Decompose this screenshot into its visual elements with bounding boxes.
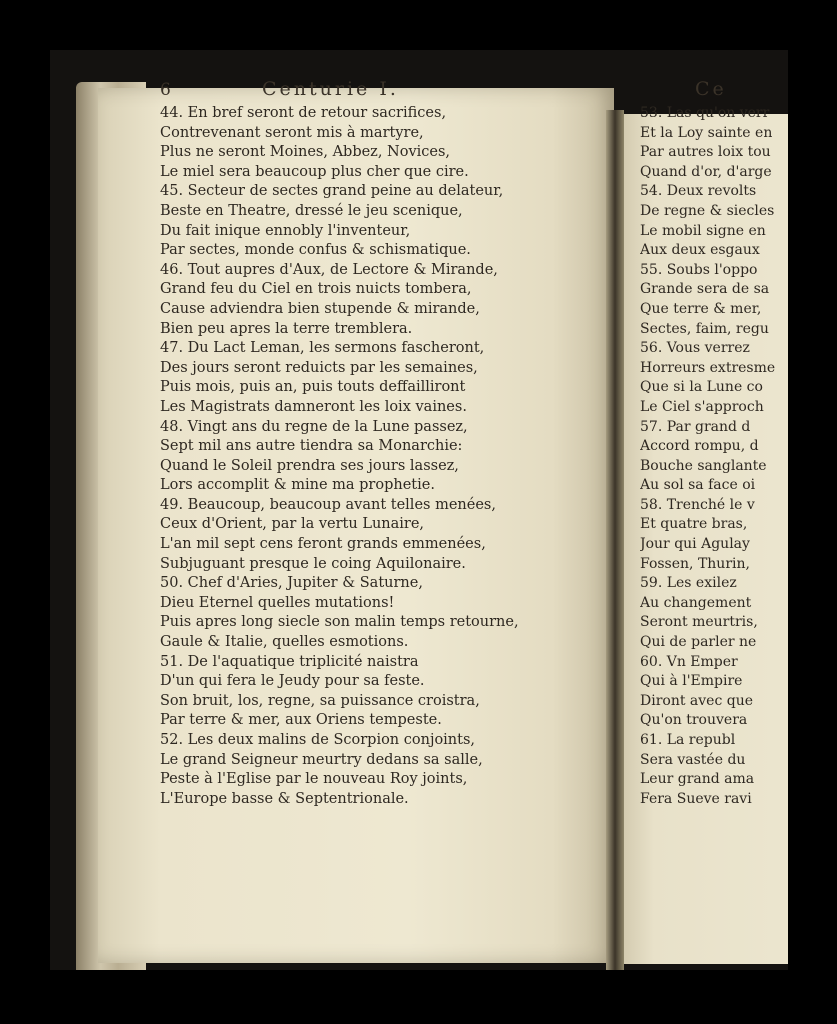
verse-line: 44. En bref seront de retour sacrifices, xyxy=(160,105,447,121)
verse-line: Lors accomplit & mine ma prophetie. xyxy=(160,477,435,494)
verse-line: 61. La republ xyxy=(640,732,736,748)
verse-line: Qu'on trouvera xyxy=(640,712,748,729)
verse-line: Le miel sera beaucoup plus cher que cire. xyxy=(160,163,469,180)
verse-line: 54. Deux revolts xyxy=(640,183,757,200)
verse-line: Au changement xyxy=(640,594,752,611)
verse-line: Et quatre bras, xyxy=(640,516,748,533)
verse-line: Jour qui Agulay xyxy=(640,536,750,553)
verse-line: 58. Trenché le v xyxy=(640,496,755,513)
left-page-text xyxy=(160,104,560,809)
verse-line: Gaule & Italie, quelles esmotions. xyxy=(160,634,409,651)
running-head-left: Centurie I. xyxy=(262,78,399,100)
verse-line: 57. Par grand d xyxy=(640,418,751,435)
verse-line: Du fait inique ennobly l'inventeur, xyxy=(160,222,411,239)
verse-line: Sept mil ans autre tiendra sa Monarchie: xyxy=(160,438,463,455)
verse-line: Quand d'or, d'arge xyxy=(640,163,772,180)
verse-line: Beste en Theatre, dressé le jeu scenique, xyxy=(160,202,463,219)
verse-line: L'Europe basse & Septentrionale. xyxy=(160,790,409,807)
verse-line: Au sol sa face oi xyxy=(640,477,756,494)
verse-line: Subjuguant presque le coing Aquilonaire. xyxy=(160,555,466,572)
verse-line: 46. Tout aupres d'Aux, de Lectore & Mirande, xyxy=(160,261,498,278)
verse-line: 47. Du Lact Leman, les sermons fascheront, xyxy=(160,340,485,357)
verse-line: 50. Chef d'Aries, Jupiter & Saturne, xyxy=(160,575,423,592)
verse-line: Qui de parler ne xyxy=(640,634,757,651)
verse-line: D'un qui fera le Jeudy pour sa feste. xyxy=(160,673,425,690)
verse-line: Les Magistrats damneront les loix vaines. xyxy=(160,398,467,415)
verse-line: De regne & siecles xyxy=(640,202,775,219)
verse-line: Sera vastée du xyxy=(640,751,746,768)
verse-line: 60. Vn Emper xyxy=(640,653,738,670)
verse-line: Sectes, faim, regu xyxy=(640,320,769,337)
verse-line: Accord rompu, d xyxy=(640,438,759,455)
verse-line: Par autres loix tou xyxy=(640,144,771,161)
verse-line: 56. Vous verrez xyxy=(640,340,750,357)
verse-line: L'an mil sept cens feront grands emmenées, xyxy=(160,536,486,553)
verse-line: Puis mois, puis an, puis touts deffailliront xyxy=(160,379,466,396)
verse-line: Dieu Eternel quelles mutations! xyxy=(160,594,395,611)
verse-line: Le mobil signe en xyxy=(640,222,766,239)
verse-line: Grand feu du Ciel en trois nuicts tombera, xyxy=(160,281,472,298)
verse-line: Fera Sueve ravi xyxy=(640,790,752,807)
verse-line: 55. Soubs l'oppo xyxy=(640,261,758,278)
verse-line: Des jours seront reduicts par les semaines, xyxy=(160,359,478,376)
verse-line: Seront meurtris, xyxy=(640,614,758,631)
verse-line: Par terre & mer, aux Oriens tempeste. xyxy=(160,712,442,729)
verse-line: Fossen, Thurin, xyxy=(640,555,750,572)
verse-line: Le grand Seigneur meurtry dedans sa salle, xyxy=(160,751,483,768)
verse-line: Grande sera de sa xyxy=(640,281,770,298)
verse-line: Ceux d'Orient, par la vertu Lunaire, xyxy=(160,516,425,533)
verse-line: Son bruit, los, regne, sa puissance croistra, xyxy=(160,692,480,709)
verse-line: 53. Las qu'on verr xyxy=(640,105,770,121)
verse-line: 49. Beaucoup, beaucoup avant telles menées, xyxy=(160,496,496,513)
verse-line: Diront avec que xyxy=(640,692,754,709)
page-number: 6 xyxy=(160,80,171,100)
verse-line: 48. Vingt ans du regne de la Lune passez, xyxy=(160,418,468,435)
right-page-text xyxy=(640,104,790,809)
verse-line: Qui à l'Empire xyxy=(640,673,743,690)
verse-line: Quand le Soleil prendra ses jours lassez, xyxy=(160,457,459,474)
verse-line: Cause adviendra bien stupende & mirande, xyxy=(160,300,480,317)
verse-line: 45. Secteur de sectes grand peine au delateur, xyxy=(160,183,504,200)
verse-line: Que terre & mer, xyxy=(640,300,762,317)
verse-line: Puis apres long siecle son malin temps retourne, xyxy=(160,614,519,631)
book-gutter xyxy=(606,110,624,970)
verse-line: Aux deux esgaux xyxy=(640,242,760,259)
verse-line: Et la Loy sainte en xyxy=(640,124,773,141)
verse-line: Leur grand ama xyxy=(640,771,755,788)
verse-line: Bouche sanglante xyxy=(640,457,767,474)
running-head-right: Ce xyxy=(695,78,727,100)
verse-line: Peste à l'Eglise par le nouveau Roy joints, xyxy=(160,771,468,788)
verse-line: Le Ciel s'approch xyxy=(640,398,764,415)
verse-line: Bien peu apres la terre tremblera. xyxy=(160,320,413,337)
verse-line: 59. Les exilez xyxy=(640,575,737,592)
verse-line: Par sectes, monde confus & schismatique. xyxy=(160,242,471,259)
verse-line: Que si la Lune co xyxy=(640,379,763,396)
verse-line: Horreurs extresme xyxy=(640,359,776,376)
verse-line: Contrevenant seront mis à martyre, xyxy=(160,124,424,141)
verse-line: Plus ne seront Moines, Abbez, Novices, xyxy=(160,144,451,161)
verse-line: 52. Les deux malins de Scorpion conjoints, xyxy=(160,732,476,748)
verse-line: 51. De l'aquatique triplicité naistra xyxy=(160,653,419,670)
